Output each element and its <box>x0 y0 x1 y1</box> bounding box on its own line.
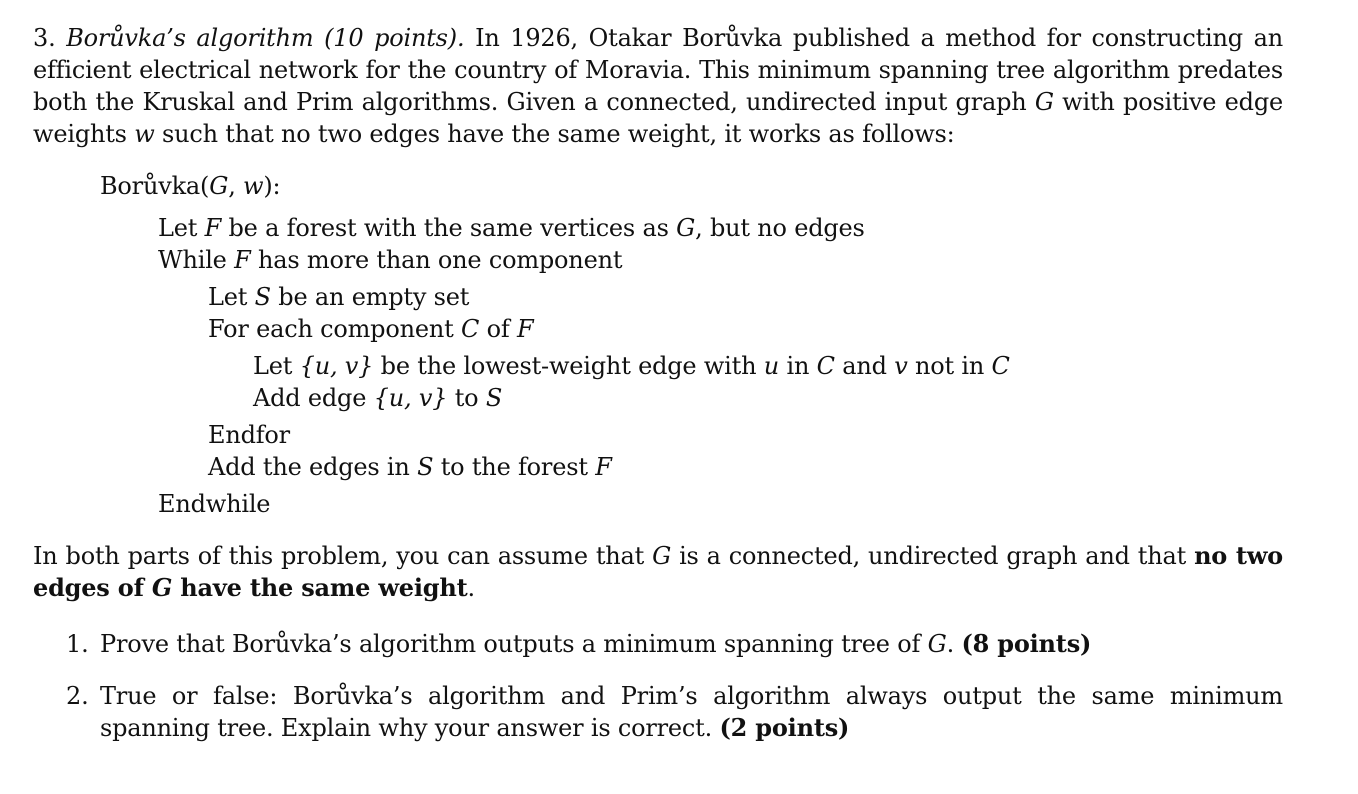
question-number: 1. <box>66 630 89 658</box>
algorithm-line-add-edges: Add the edges in S to the forest F <box>208 453 612 481</box>
problem-number: 3. <box>33 24 56 52</box>
question-list <box>33 628 1283 744</box>
problem-page <box>33 22 1283 764</box>
algorithm-line-lowest-edge: Let {u, v} be the lowest-weight edge with u in C and v not in C <box>253 352 1010 380</box>
algorithm-line-init: Let F be a forest with the same vertices as G, but no edges <box>158 214 865 242</box>
question-points: (2 points) <box>719 713 850 742</box>
algorithm-line-add-edge: Add edge {u, v} to S <box>253 384 503 412</box>
algorithm-line-while: While F has more than one component <box>158 246 623 274</box>
algorithm-line-endwhile: Endwhile <box>158 490 271 518</box>
assumptions-paragraph: In both parts of this problem, you can assume that G is a connected, undirected graph and that no two edges of G have the same weight. <box>33 541 1283 602</box>
problem-title: Borůvka’s algorithm (10 points). <box>66 24 465 52</box>
question-number: 2. <box>66 682 89 710</box>
algorithm-line-endfor: Endfor <box>208 421 290 449</box>
question-1: 1. Prove that Borůvka’s algorithm outputs a minimum spanning tree of G. (8 points) <box>66 629 1092 658</box>
algorithm-line-for: For each component C of F <box>208 315 534 343</box>
question-points: (8 points) <box>961 629 1092 658</box>
question-2: 2. True or false: Borůvka’s algorithm and Prim’s algorithm always output the same minimum spanning tree. Explain why your answer is correct. (2 points) <box>66 682 1283 742</box>
algorithm-line-let-s: Let S be an empty set <box>208 283 470 311</box>
algorithm-signature: Borůvka(G, w): <box>100 172 281 200</box>
problem-intro: 3. Borůvka’s algorithm (10 points). In 1926, Otakar Borůvka published a method for constructing an efficient electrical network for the country of Moravia. This minimum spanning tree algorithm predates both the Kruskal and Prim algorithms. Given a connected, undirected input graph G with positive edge weights w such that no two edges have the same weight, it works as follows: <box>33 24 1283 148</box>
algorithm-block <box>33 170 1283 520</box>
